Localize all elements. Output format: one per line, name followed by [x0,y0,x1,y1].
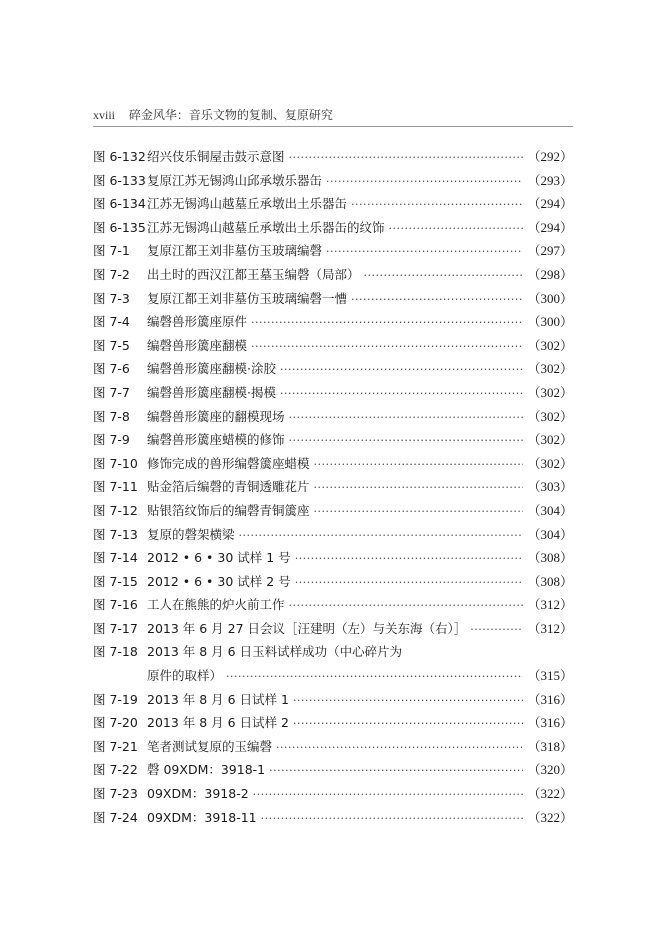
page-reference: （312） [527,597,573,613]
figure-number: 图 7-13 [93,526,138,542]
figure-entry[interactable] [93,216,573,240]
figure-entry[interactable] [93,593,573,617]
figure-number: 图 7-10 [93,455,138,471]
dot-leader [364,264,524,288]
figure-title: 复原的磬架横梁 [147,526,235,542]
figure-list [93,145,573,829]
dot-leader [253,783,524,807]
figure-number: 图 6-132 [93,149,146,164]
figure-entry[interactable] [93,782,573,806]
figure-number: 图 7-8 [93,408,130,424]
figure-entry[interactable] [93,357,573,381]
dot-leader [239,524,524,548]
figure-number: 图 7-19 [93,691,138,707]
figure-entry[interactable] [93,475,573,499]
figure-number: 图 7-17 [93,620,138,636]
figure-entry[interactable] [93,192,573,216]
figure-number: 图 7-11 [93,479,138,495]
figure-number: 图 7-21 [93,738,138,754]
page-reference: （302） [527,455,573,471]
figure-number: 图 6-135 [93,219,146,235]
figure-title: 复原江苏无锡鸿山邱承墩乐器缶 [147,172,323,188]
page-reference: （315） [527,668,573,684]
page-reference: （300） [527,314,573,330]
dot-leader [289,594,524,618]
figure-title: 09XDM：3918-2 [147,786,249,802]
page-reference: （320） [527,762,573,778]
figure-entry[interactable] [93,310,573,334]
figure-title: 复原江都王刘非墓仿玉玻璃编磬一慒 [147,290,348,306]
figure-title: 编磬兽形簴座翻模·涂胶 [147,361,276,377]
figure-number: 图 7-3 [93,290,130,306]
figure-entry[interactable] [93,711,573,735]
figure-title: 2012 • 6 • 30 试样 2 号 [147,573,291,589]
dot-leader [326,170,523,194]
page-reference: （302） [527,361,573,377]
dot-leader [295,547,524,571]
figure-entry[interactable] [93,688,573,712]
figure-entry[interactable] [93,405,573,429]
figure-title: 编磬兽形簴座翻模 [147,337,248,353]
dot-leader [293,689,523,713]
figure-title: 编磬兽形簴座的翻模现场 [147,408,285,424]
figure-title: 2013 年 8 月 6 日试样 2 [147,715,290,731]
page-reference: （294） [527,219,573,235]
page-reference: （292） [527,149,573,164]
figure-entry[interactable] [93,640,573,687]
figure-entry[interactable] [93,570,573,594]
running-head [93,107,333,123]
page-number: xviii [93,108,116,122]
figure-title: 贴金箔后编磬的青铜透雕花片 [147,479,310,495]
page-reference: （298） [527,266,573,282]
figure-entry[interactable] [93,334,573,358]
page-reference: （294） [527,196,573,212]
figure-entry[interactable] [93,499,573,523]
dot-leader [269,759,523,783]
figure-entry[interactable] [93,806,573,830]
page-reference: （322） [527,786,573,802]
dot-leader [280,382,524,406]
figure-number: 图 7-15 [93,573,138,589]
figure-title: 编磬兽形簴座翻模·揭模 [147,384,276,400]
dot-leader [351,288,523,312]
figure-entry[interactable] [93,239,573,263]
page-reference: （302） [527,432,573,448]
dot-leader [295,571,524,595]
figure-title: 工人在熊熊的炉火前工作 [147,597,285,613]
page-reference: （293） [527,172,573,188]
figure-entry[interactable] [93,169,573,193]
figure-number: 图 7-22 [93,762,138,778]
dot-leader [470,618,523,642]
figure-entry[interactable] [93,428,573,452]
figure-title: 修饰完成的兽形编磬簴座蜡模 [147,455,310,471]
figure-number: 图 7-23 [93,786,138,802]
page-reference: （322） [527,809,573,825]
figure-title: 磬 09XDM：3918-1 [147,762,266,778]
dot-leader [326,240,523,264]
figure-number: 图 7-2 [93,266,130,282]
dot-leader [276,736,523,760]
dot-leader [261,807,524,831]
page-reference: （302） [527,408,573,424]
page-reference: （318） [527,738,573,754]
figure-entry[interactable] [93,523,573,547]
page-reference: （303） [527,479,573,495]
page-reference: （316） [527,691,573,707]
figure-number: 图 7-24 [93,809,138,825]
figure-number: 图 7-20 [93,715,138,731]
figure-title: 出土时的西汉江都王墓玉编磬（局部） [147,266,360,282]
dot-leader [289,146,524,170]
figure-number: 图 7-4 [93,314,130,330]
figure-title: 09XDM：3918-11 [147,809,257,825]
book-title: 碎金风华：音乐文物的复制、复原研究 [128,108,333,122]
page-reference: （304） [527,502,573,518]
figure-entry[interactable] [93,735,573,759]
page-reference: （308） [527,573,573,589]
dot-leader [389,217,524,241]
figure-title: 贴银箔纹饰后的编磬青铜簴座 [147,502,310,518]
figure-number: 图 7-18 [93,644,138,660]
dot-leader [314,476,524,500]
figure-number: 图 7-12 [93,502,138,518]
dot-leader [226,665,523,689]
figure-number: 图 7-7 [93,384,130,400]
page-reference: （302） [527,384,573,400]
page-reference: （304） [527,526,573,542]
figure-entry[interactable] [93,758,573,782]
figure-number: 图 7-1 [93,243,130,259]
figure-entry[interactable] [93,263,573,287]
figure-entry[interactable] [93,145,573,169]
figure-number: 图 7-9 [93,432,130,448]
page-reference: （308） [527,550,573,566]
figure-title: 2013 年 8 月 6 日玉料试样成功（中心碎片为 [147,644,403,660]
figure-entry[interactable] [93,617,573,641]
dot-leader [289,429,524,453]
figure-title: 2013 年 6 月 27 日会议［汪建明（左）与关东海（右）］ [147,620,467,636]
figure-title: 编磬兽形簴座原件 [147,314,248,330]
page-reference: （312） [527,620,573,636]
dot-leader [314,500,524,524]
figure-entry[interactable] [93,546,573,570]
dot-leader [251,311,523,335]
figure-number: 图 7-16 [93,597,138,613]
dot-leader [314,453,524,477]
figure-entry[interactable] [93,287,573,311]
figure-number: 图 7-6 [93,361,130,377]
header-rule [93,126,573,127]
figure-title: 复原江都王刘非墓仿玉玻璃编磬 [147,243,323,259]
dot-leader [280,358,524,382]
figure-title: 江苏无锡鸿山越墓丘承墩出土乐器缶的纹饰 [147,219,385,235]
page-reference: （316） [527,715,573,731]
page-reference: （300） [527,290,573,306]
figure-number: 图 6-134 [93,196,146,212]
figure-number: 图 7-14 [93,550,138,566]
figure-entry[interactable] [93,452,573,476]
figure-title: 江苏无锡鸿山越墓丘承墩出土乐器缶 [147,196,348,212]
dot-leader [289,406,524,430]
dot-leader [251,335,523,359]
figure-entry[interactable] [93,381,573,405]
figure-title: 笔者测试复原的玉编磬 [147,738,273,754]
figure-number: 图 6-133 [93,172,146,188]
dot-leader [293,712,523,736]
page-reference: （297） [527,243,573,259]
figure-title: 2013 年 8 月 6 日试样 1 [147,691,290,707]
page-reference: （302） [527,337,573,353]
figure-number: 图 7-5 [93,337,130,353]
figure-title: 2012 • 6 • 30 试样 1 号 [147,550,291,566]
figure-title: 绍兴伎乐铜屋击鼓示意图 [147,149,285,164]
figure-title-continued: 原件的取样） [147,668,223,684]
figure-title: 编磬兽形簴座蜡模的修饰 [147,432,285,448]
dot-leader [351,193,523,217]
